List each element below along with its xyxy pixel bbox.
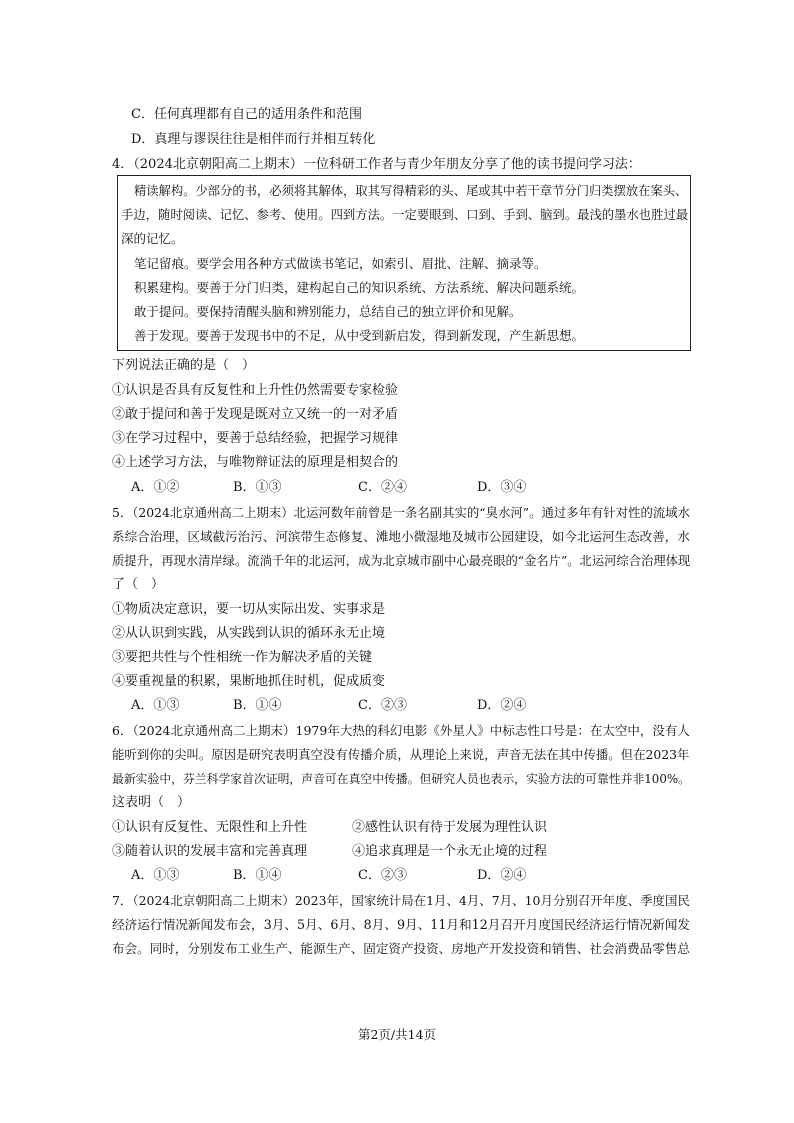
q5-stem-line: 5．（2024北京通州高二上期末）北运河数年前曾是一条名副其实的“臭水河”。通过多年有针对性的流域水 — [112, 506, 690, 520]
q4-item: ①认识是否具有反复性和上升性仍然需要专家检验 — [112, 383, 399, 398]
q6-option-c: C．②③ — [358, 868, 407, 883]
q3-option-d: D．真理与谬误往往是相伴而行并相互转化 — [131, 132, 376, 147]
q6-item: ③随着认识的发展丰富和完善真理 — [112, 844, 308, 859]
q6-stem-line: 这表明（ ） — [112, 795, 191, 810]
q4-option-b: B．①③ — [233, 480, 282, 495]
q4-item: ③在学习过程中，要善于总结经验，把握学习规律 — [112, 431, 399, 446]
q4-item: ④上述学习方法，与唯物辩证法的原理是相契合的 — [112, 455, 399, 470]
q3-option-c: C．任何真理都有自己的适用条件和范围 — [131, 107, 362, 122]
q4-stem: 4．（2024北京朝阳高二上期末）一位科研工作者与青少年朋友分享了他的读书提问学习法： — [112, 157, 641, 172]
q5-stem-line: 了（ ） — [112, 577, 165, 592]
q6-stem-line: 能听到你的尖叫。原因是研究表明真空没有传播介质，从理论上来说，声音无法在其中传播。但在2023年 — [112, 747, 690, 762]
box-line: 精读解构。少部分的书，必须将其解体，取其写得精彩的头、尾或其中若干章节分门归类摆放在案头、 — [134, 184, 688, 198]
q5-option-c: C．②③ — [358, 698, 407, 713]
q4-option-c: C．②④ — [358, 480, 407, 495]
q6-stem-line: 最新实验中，芬兰科学家首次证明，声音可在真空中传播。但研究人员也表示，实验方法的可靠性并非100%。 — [112, 772, 690, 786]
q5-item: ③要把共性与个性相统一作为解决矛盾的关键 — [112, 650, 373, 665]
q5-option-a: A．①③ — [131, 698, 180, 713]
box-line: 善于发现。要善于发现书中的不足，从中受到新启发，得到新发现，产生新思想。 — [134, 328, 585, 343]
q4-option-a: A．①② — [131, 480, 180, 495]
q4-reading-box — [117, 175, 691, 351]
q4-option-d: D．③④ — [477, 480, 527, 495]
box-line: 深的记忆。 — [121, 231, 184, 246]
q7-stem-line: 布会。同时，分别发布工业生产、能源生产、固定资产投资、房地产开发投资和销售、社会消费品零售总 — [112, 941, 690, 956]
q5-option-d: D．②④ — [477, 698, 527, 713]
q7-stem-line: 经济运行情况新闻发布会，3月、5月、6月、8月、9月、11月和12月召开月度国民经济运行情况新闻发 — [112, 917, 691, 932]
q4-item: ②敢于提问和善于发现是既对立又统一的一对矛盾 — [112, 407, 399, 422]
box-line: 手边，随时阅读、记忆、参考、使用。四到方法。一定要眼到、口到、手到、脑到。最浅的墨水也胜过最 — [121, 208, 689, 222]
q5-item: ④要重视量的积累，果断地抓住时机，促成质变 — [112, 674, 386, 689]
q6-option-d: D．②④ — [477, 868, 527, 883]
q7-stem-line: 7．（2024北京朝阳高二上期末）2023年，国家统计局在1月、4月、7月、10月分别召开年度、季度国民 — [112, 893, 690, 908]
q5-stem-line: 系综合治理，区域截污治污、河滨带生态修复、滩地小微湿地及城市公园建设，如今北运河生态改善，水 — [112, 529, 690, 544]
q5-item: ②从认识到实践，从实践到认识的循环永无止境 — [112, 626, 386, 641]
q5-item: ①物质决定意识，要一切从实际出发、实事求是 — [112, 602, 386, 617]
q5-option-b: B．①④ — [233, 698, 282, 713]
box-line: 积累建构。要善于分门归类，建构起自己的知识系统、方法系统、解决问题系统。 — [134, 280, 585, 295]
q6-item: ②感性认识有待于发展为理性认识 — [352, 820, 548, 835]
q4-question: 下列说法正确的是（ ） — [112, 358, 256, 373]
q6-option-b: B．①④ — [233, 868, 282, 883]
q6-item: ④追求真理是一个永无止境的过程 — [352, 844, 548, 859]
box-line: 笔记留痕。要学会用各种方式做读书笔记，如索引、眉批、注解、摘录等。 — [134, 256, 547, 271]
page-footer: 第2页/共14页 — [357, 1027, 437, 1042]
q6-item: ①认识有反复性、无限性和上升性 — [112, 820, 308, 835]
q6-option-a: A．①③ — [131, 868, 180, 883]
q6-stem-line: 6．（2024北京通州高二上期末）1979年大热的科幻电影《外星人》中标志性口号是：在太空中，没有人 — [112, 723, 690, 738]
q5-stem-line: 质提升，再现水清岸绿。流淌千年的北运河，成为北京城市副中心最亮眼的“金名片”。北运河综合治理体现 — [112, 554, 691, 568]
box-line: 敢于提问。要保持清醒头脑和辨别能力，总结自己的独立评价和见解。 — [134, 304, 522, 319]
